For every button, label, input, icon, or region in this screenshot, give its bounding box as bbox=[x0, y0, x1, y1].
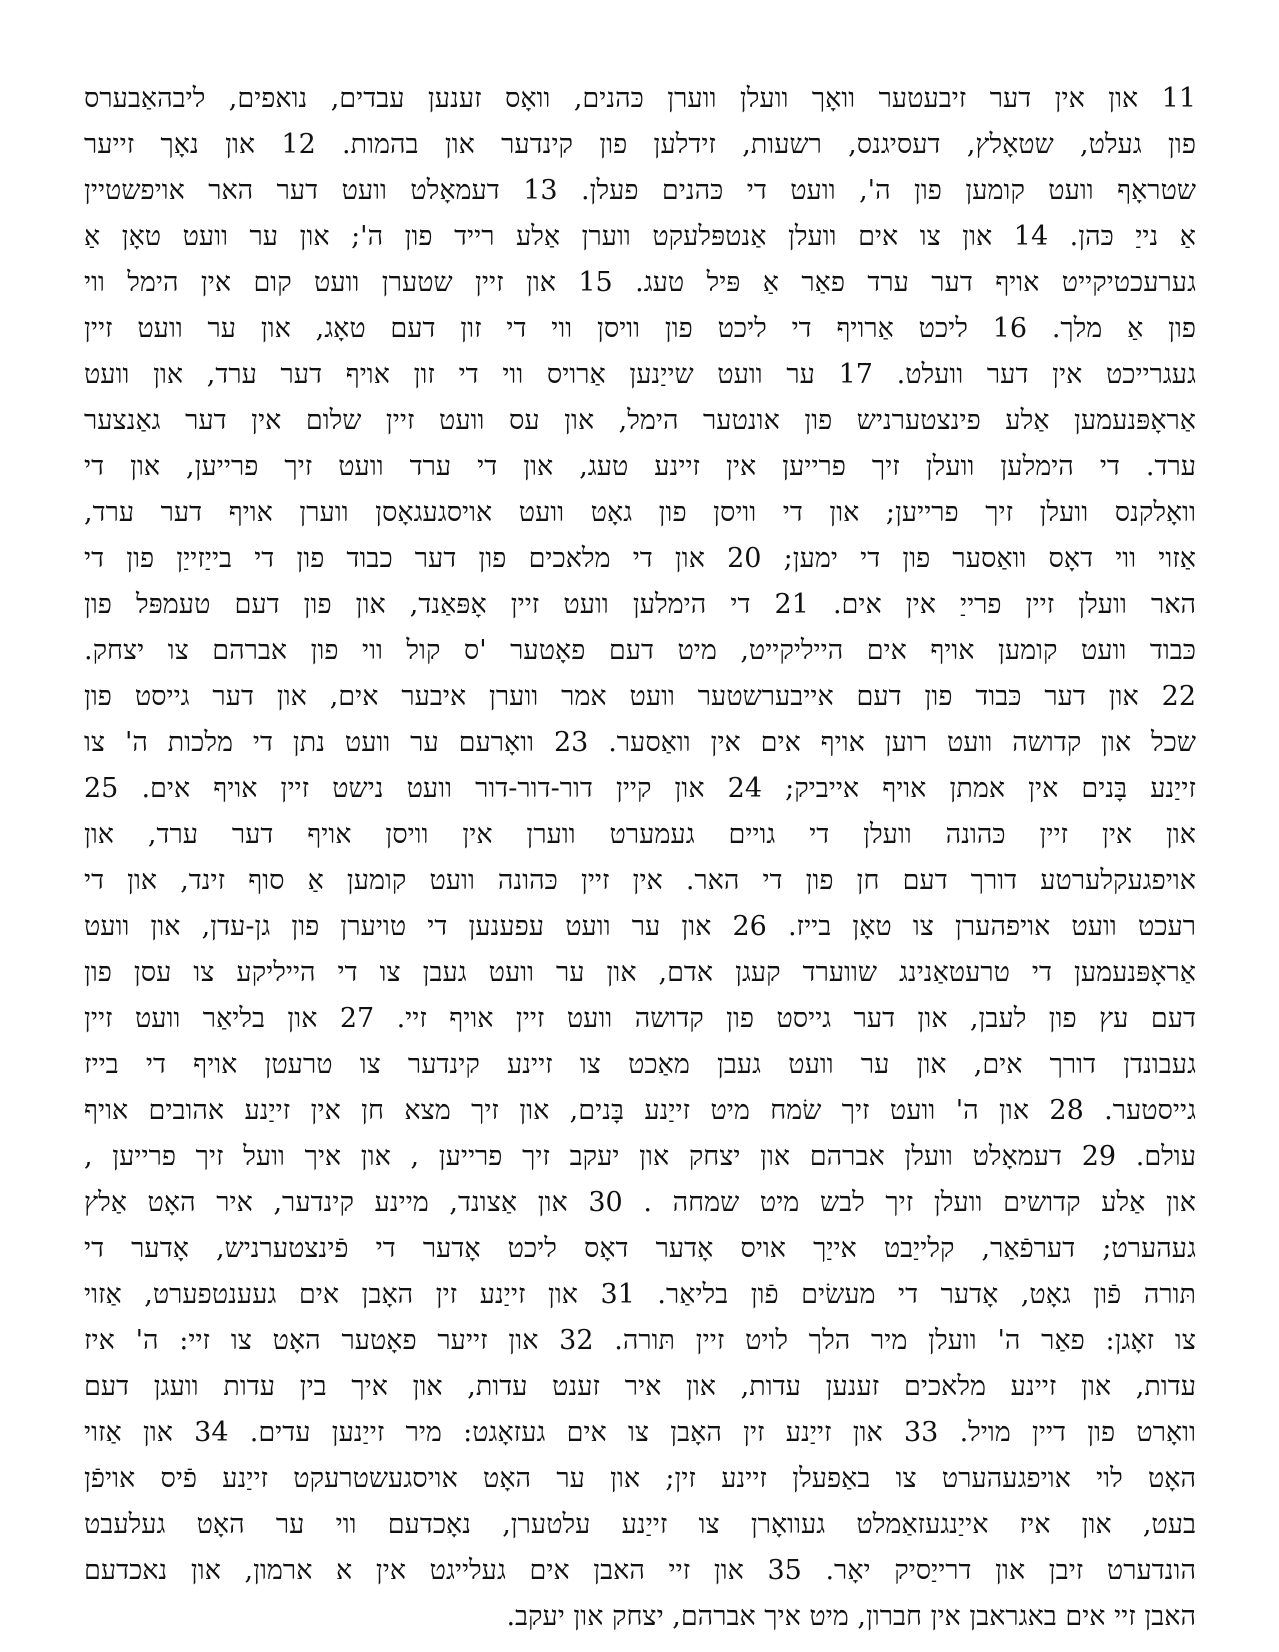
text-line-last: האבן זיי אים באגראבן אין חברון, מיט איך אברהם, יצחק און יעקב. bbox=[506, 1601, 1196, 1632]
text-line: עולם. 29 דעמאָלט וועלן אברהם און יצחק און יעקב זיך פרייען , און איך וועל זיך פרייען , bbox=[84, 1141, 1196, 1172]
text-line: וואָרט פון דיין מויל. 33 און זייַנע זין האָבן צו אים געזאָגט: מיר זייַנען עדים. 34 און אַזוי bbox=[84, 1417, 1196, 1448]
text-line: ערד. די הימלען וועלן זיך פרייען אין זיינע טעג, און די ערד וועט זיך פרייען, און די bbox=[84, 451, 1196, 482]
text-line: צו זאָגן: פאַר ה' וועלן מיר הלך לויט זיין תּורה. 32 און זייער פאָטער האָט צו זיי: ה' איז bbox=[84, 1325, 1196, 1356]
text-line: אויפגעקלערטע דורך דעם חן פון די האר. אין זיין כּהונה וועט קומען אַ סוף זינד, און די bbox=[84, 865, 1196, 896]
text-line: שכל און קדושה וועט רוען אויף אים אין וואַסער. 23 וואָרעם ער וועט נתן די מלכות ה' צו bbox=[84, 727, 1196, 758]
text-line: אַראָפּנעמען אַלע פינצטערניש פון אונטער הימל, און עס וועט זיין שלום אין דער גאַנצער bbox=[84, 405, 1196, 436]
text-line: וואָלקנס וועלן זיך פרייען; און די וויסן פון גאָט וועט אויסגעגאָסן ווערן אויף דער ערד, bbox=[84, 497, 1196, 528]
text-line: און אין זיין כּהונה וועלן די גויים געמערט ווערן אין וויסן אויף דער ערד, און bbox=[84, 819, 1196, 850]
text-line: געהערט; דערפֿאַר, קלייַבט אייַך אויס אָדער דאָס ליכט אָדער די פֿינצטערניש, אָדער די bbox=[84, 1233, 1196, 1264]
text-line: און אַלע קדושים וועלן זיך לבש מיט שמחה . 30 און אַצונד, מיינע קינדער, איר האָט אַלץ bbox=[84, 1187, 1196, 1218]
text-line: אַראָפּנעמען די טרעטאַנינג שווערד קעגן אדם, און ער וועט געבן צו די הייליקע צו עסן פון bbox=[84, 957, 1196, 988]
text-line: עדות, און זיינע מלאכים זענען עדות, און איר זענט עדות, און איך בין עדות וועגן דעם bbox=[84, 1371, 1196, 1402]
text-line: אַ נייַ כּהן. 14 און צו אים וועלן אַנטפּלעקט ווערן אַלע רייד פון ה'; און ער וועט טאָן אַ bbox=[84, 221, 1196, 252]
text-line: דעם עץ פון לעבן, און דער גייסט פון קדושה וועט זיין אויף זיי. 27 און בליאַר וועט זיין bbox=[84, 1003, 1196, 1034]
text-line: זייַנע בָּנים אין אמתן אויף אייביק; 24 און קיין דור-דור-דור וועט נישט זיין אויף אים. 25 bbox=[84, 773, 1196, 804]
text-line: געבונדן דורך אים, און ער וועט געבן מאַכט צו זיינע קינדער צו טרעטן אויף די בייז bbox=[84, 1049, 1196, 1080]
text-line: אַזוי ווי דאָס וואַסער פון די ימען; 20 און די מלאכים פון דער כבוד פון די בייַזייַן פון די bbox=[84, 543, 1196, 574]
text-line: 11 און אין דער זיבעטער וואָך וועלן ווערן כּהנים, וואָס זענען עבדים, נואפים, ליבהאַבערס bbox=[84, 83, 1196, 114]
text-line: רעכט וועט אויפהערן צו טאָן בייז. 26 און ער וועט עפענען די טויערן פון גן-עדן, און וועט bbox=[84, 911, 1196, 942]
text-line: בעט, און איז אייַנגעזאַמלט געוואָרן צו זייַנע עלטערן, נאָכדעם ווי ער האָט געלעבט bbox=[84, 1509, 1196, 1540]
text-line: האָט לוי אויפגעהערט צו באַפעלן זיינע זין; און ער האָט אויסגעשטרעקט זייַנע פֿיס אויפֿן bbox=[84, 1463, 1196, 1494]
text-line: 22 און דער כּבוד פון דעם אייבערשטער וועט אמר ווערן איבער אים, און דער גייסט פון bbox=[84, 681, 1196, 712]
document-page bbox=[84, 76, 1196, 1632]
text-line: האר וועלן זיין פרייַ אין אים. 21 די הימלען וועט זיין אָפּאַנד, און פון דעם טעמפּל פון bbox=[84, 589, 1196, 620]
text-line: גערעכטיקייט אויף דער ערד פאַר אַ פּיל טעג. 15 און זיין שטערן וועט קום אין הימל ווי bbox=[84, 267, 1196, 298]
text-line: שטראָף וועט קומען פון ה', וועט די כּהנים פעלן. 13 דעמאָלט וועט דער האר אויפשטיין bbox=[84, 175, 1196, 206]
text-line: הונדערט זיבן און דרייַסיק יאָר. 35 און זיי האבן אים געלייגט אין א ארמון, און נאכדעם bbox=[84, 1555, 1196, 1586]
text-line: געגרייכט אין דער וועלט. 17 ער וועט שייַנען אַרויס ווי די זון אויף דער ערד, און וועט bbox=[84, 359, 1196, 390]
text-line: כּבוד וועט קומען אויף אים הייליקייט, מיט דעם פאָטער 'ס קול ווי פון אברהם צו יצחק. bbox=[84, 635, 1196, 666]
text-line: פון געלט, שטאָלץ, דעסיגנס, רשעות, זידלען פון קינדער און בהמות. 12 און נאָך זייער bbox=[84, 129, 1196, 160]
document-text bbox=[84, 76, 1196, 1640]
text-line: תּורה פֿון גאָט, אָדער די מעשׂים פֿון בליאַר. 31 און זייַנע זין האָבן אים געענטפערט, אַזוי bbox=[84, 1279, 1196, 1310]
text-line: גייסטער. 28 און ה' וועט זיך שׂמח מיט זייַנע בָּנים, און זיך מצא חן אין זייַנע אהובים אויף bbox=[84, 1095, 1196, 1126]
text-line: פון אַ מלך. 16 ליכט אַרויף די ליכט פון וויסן ווי די זון דעם טאָג, און ער וועט זיין bbox=[84, 313, 1196, 344]
